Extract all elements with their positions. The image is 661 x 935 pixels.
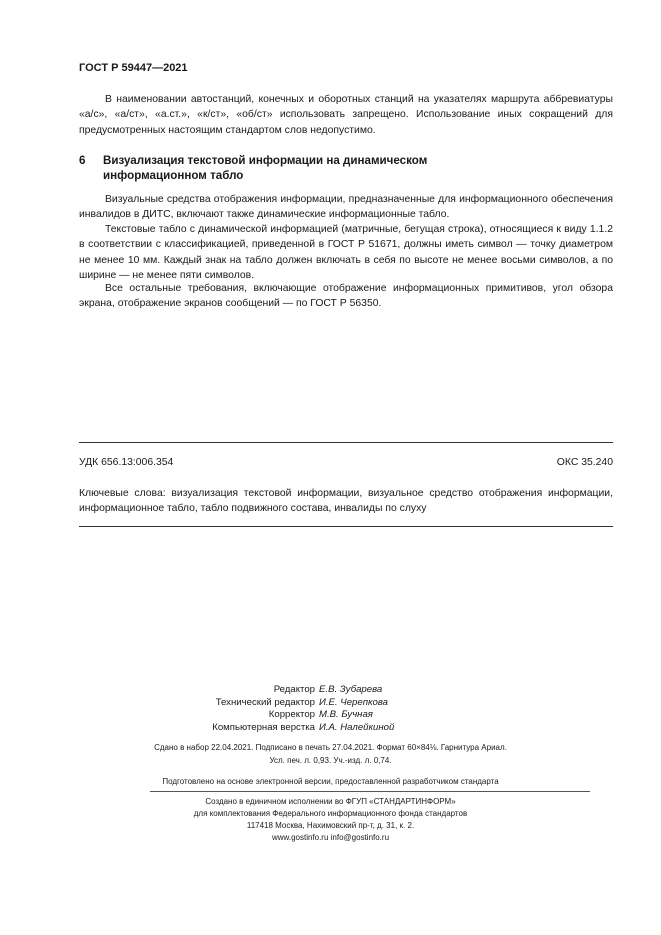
credit-row — [0, 722, 661, 735]
credit-role: Редактор — [273, 684, 315, 695]
prepared-note: Подготовлено на основе электронной версии, предоставленной разработчиком стандарта — [162, 777, 499, 786]
oks-code: ОКС 35.240 — [556, 457, 613, 468]
credit-name: И.А. Налейкиной — [319, 721, 395, 733]
publisher-contacts: www.gostinfo.ru info@gostinfo.ru — [271, 833, 390, 842]
intro-paragraph: В наименовании автостанций, конечных и оборотных станций на указателях маршрута аббревиатуры «а/с», «а/ст», «а.ст.», «к/ст», «об/ст» использовать запрещено. Использование иных сокращений для предусмотренных настоящим стандартом слов недопустимо. — [79, 94, 613, 136]
section-title — [79, 153, 599, 183]
publisher-address: 117418 Москва, Нахимовский пр-т, д. 31, к. 2. — [246, 821, 415, 830]
section-title-line1: Визуализация текстовой информации на динамическом — [103, 154, 428, 167]
keywords: Ключевые слова: визуализация текстовой информации, визуальное средство отображения информации, информационное табло, табло подвижного состава, инвалиды по слуху — [79, 488, 613, 514]
document-header: ГОСТ Р 59447—2021 — [79, 62, 188, 74]
divider — [79, 526, 613, 527]
section-paragraph: Текстовые табло с динамической информацией (матричные, бегущая строка), относящиеся к виду 1.1.2 в соответствии с классификацией, приведенной в ГОСТ Р 51671, должны иметь символ — точку диаметром не менее 10 мм. Каждый знак на табло должен включать в себя по высоте не менее восьми символов, а по ширине — не менее пяти символов. — [79, 224, 613, 282]
credit-name: Е.В. Зубарева — [319, 684, 383, 695]
section-paragraph: Визуальные средства отображения информации, предназначенные для информационного обеспечения инвалидов в ДИТС, включают также динамические информационные табло. — [79, 194, 613, 221]
credit-row — [0, 684, 661, 697]
credit-row — [0, 709, 661, 722]
credit-row — [0, 697, 661, 710]
section-paragraph: Все остальные требования, включающие отображение информационных примитивов, угол обзора экрана, отображение экранов сообщений — по ГОСТ Р 56350. — [79, 283, 613, 310]
credit-role: Технический редактор — [215, 696, 315, 708]
print-info-line1: Сдано в набор 22.04.2021. Подписано в печать 27.04.2021. Формат 60×84⅛. Гарнитура Ариал. — [154, 743, 507, 752]
publisher-line2: для комплектования Федерального информационного фонда стандартов — [193, 809, 468, 818]
section-title-line2: информационном табло — [103, 169, 244, 182]
publisher-line1: Создано в единичном исполнении во ФГУП «СТАНДАРТИНФОРМ» — [205, 797, 456, 806]
credit-role: Корректор — [268, 709, 315, 721]
credit-name: М.В. Бучная — [319, 709, 373, 721]
divider — [79, 442, 613, 443]
credit-role: Компьютерная верстка — [212, 721, 315, 733]
divider — [150, 791, 590, 792]
section-number: 6 — [79, 154, 86, 167]
credit-name: И.Е. Черепкова — [319, 696, 389, 708]
udk-code: УДК 656.13:006.354 — [79, 457, 174, 468]
print-info-line2: Усл. печ. л. 0,93. Уч.-изд. л. 0,74. — [269, 756, 392, 765]
credits-block — [0, 684, 661, 734]
